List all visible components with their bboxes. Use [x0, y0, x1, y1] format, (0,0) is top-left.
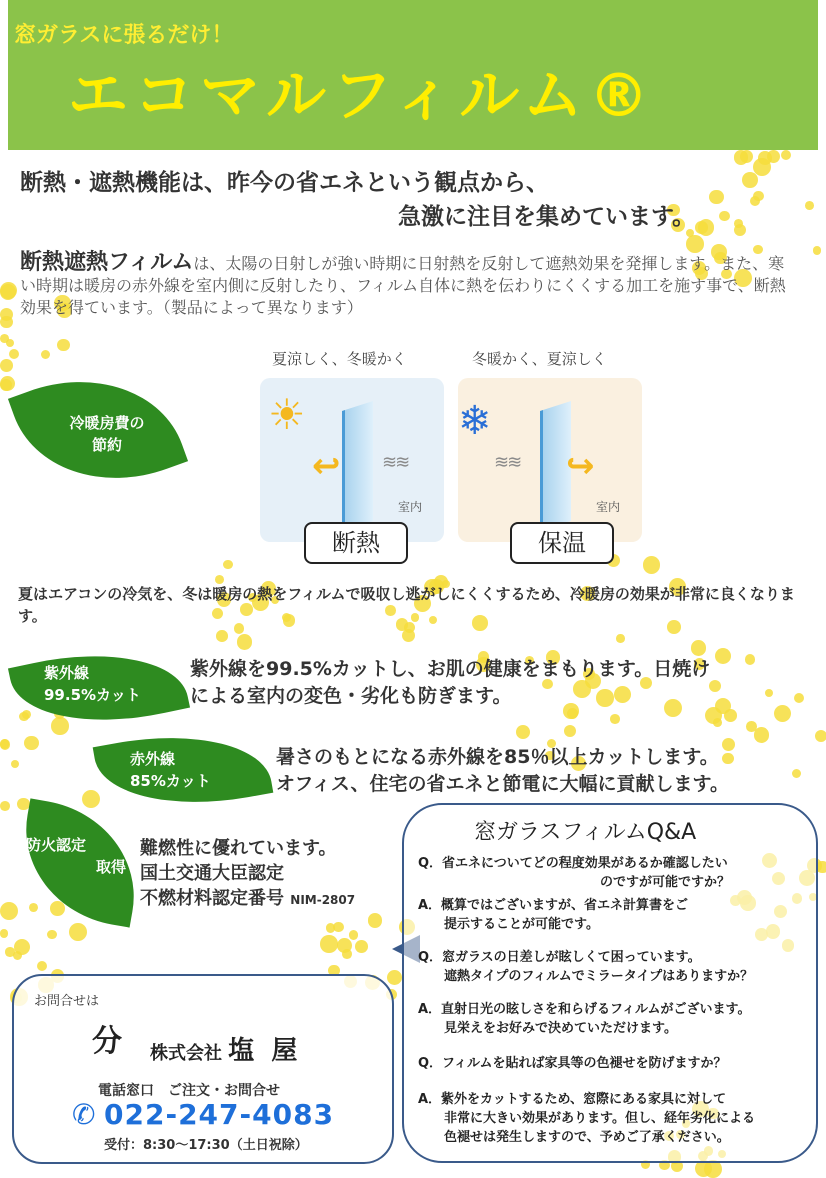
leaf-main-line2: 節約 [91, 436, 122, 454]
leaf-fire-line1: 防火認定 [26, 836, 87, 854]
mimosa-flower [51, 717, 68, 734]
mimosa-flower [0, 359, 13, 372]
feature-uv-text [190, 656, 710, 710]
mimosa-flower [0, 284, 16, 300]
feature-uv-line1: 紫外線を99.5%カットし、お肌の健康をまもります。日焼け [190, 658, 711, 680]
mimosa-flower [774, 705, 791, 722]
mimosa-flower [9, 349, 19, 359]
reflect-arrow-right-icon: ↪ [566, 446, 595, 486]
company-name [150, 1030, 301, 1067]
mimosa-flower [691, 640, 707, 656]
mimosa-flower [0, 902, 18, 920]
phone-caption: 電話窓口 ご注文・お問合せ [98, 1083, 280, 1099]
mimosa-flower [742, 172, 758, 188]
mimosa-flower [29, 903, 38, 912]
summary-text: 夏はエアコンの冷気を、冬は暖房の熱をフィルムで吸収し逃がしにくくするため、冷暖房の効果が非常に良くなります。 [18, 585, 795, 625]
mimosa-flower [223, 560, 232, 569]
mimosa-flower [342, 949, 352, 959]
diagram-right-label: 保温 [510, 522, 614, 564]
phone-icon: ✆ [72, 1098, 96, 1131]
mimosa-flower [734, 219, 743, 228]
mimosa-flower [610, 714, 620, 724]
leaf-uv-text [44, 662, 141, 706]
leaf-main-line1: 冷暖房費の [69, 414, 145, 432]
mimosa-flower [616, 634, 625, 643]
mimosa-flower [355, 940, 368, 953]
mimosa-flower [715, 648, 731, 664]
mimosa-flower [0, 334, 9, 343]
intro-paragraph [20, 252, 800, 319]
mimosa-flower [216, 630, 228, 642]
mimosa-flower [813, 246, 822, 255]
mimosa-flower [805, 201, 814, 210]
feature-uv-line2: による室内の変色・劣化も防ぎます。 [190, 685, 512, 707]
mimosa-flower [237, 634, 252, 649]
mimosa-flower [37, 961, 47, 971]
intro-lead: 断熱遮熱フィルム [20, 250, 194, 275]
mimosa-flower [326, 923, 336, 933]
diagram-left-label: 断熱 [304, 522, 408, 564]
mimosa-flower [753, 158, 771, 176]
contact-label: お問合せは [34, 994, 100, 1009]
mimosa-flower [750, 196, 760, 206]
mimosa-flower [695, 221, 708, 234]
mimosa-flower [41, 350, 51, 360]
qa-item-3: Q．窓ガラスの日差しが眩しくて困っています。 遮熱タイプのフィルムでミラータイプはありますか？ [418, 950, 754, 984]
mimosa-flower [69, 923, 87, 941]
tagline: 窓ガラスに張るだけ！ [14, 23, 234, 48]
leaf-ir-line1: 赤外線 [130, 750, 176, 768]
leaf-uv-line2: 99.5%カット [44, 686, 141, 704]
feature-fire-line3: 不燃材料認定番号 [140, 888, 284, 909]
feature-fire-text [140, 836, 355, 913]
mimosa-flower [57, 339, 70, 352]
heat-waves-right-icon: ≋≋ [494, 452, 521, 473]
leaf-main-text [52, 412, 162, 456]
leaf-fire-text [26, 834, 126, 878]
mimosa-flower [686, 235, 704, 253]
glass-pane-left [342, 401, 373, 531]
headline [20, 166, 695, 234]
phone-number[interactable]: 022-247-4083 [104, 1098, 335, 1131]
mimosa-flower [792, 769, 801, 778]
mimosa-flower [0, 316, 13, 329]
mimosa-flower [11, 760, 20, 769]
qa-item-1: Q．省エネについてどの程度効果があるか確認したい のですが可能ですか？ [418, 856, 731, 890]
sun-icon: ☀ [268, 390, 306, 439]
feature-ir-line1: 暑さのもとになる赤外線を85％以上カットします。 [276, 746, 719, 768]
qa-title: 窓ガラスフィルムQ&A [474, 820, 697, 845]
qa-item-4: A．直射日光の眩しさを和らげるフィルムがございます。 見栄えをお好みで決めていただけます。 [418, 1002, 751, 1036]
feature-fire-line1: 難燃性に優れています。 [140, 838, 337, 859]
mimosa-flower [349, 930, 358, 939]
mimosa-flower [516, 725, 530, 739]
mimosa-flower [0, 801, 10, 811]
mimosa-flower [24, 736, 38, 750]
business-hours: 受付：8:30〜17:30（土日祝除） [104, 1138, 308, 1153]
mimosa-flower [765, 689, 773, 697]
mimosa-flower [781, 150, 791, 160]
diagram-left-indoor: 室内 [398, 500, 423, 514]
mimosa-flower [815, 730, 826, 742]
diagram-left-caption: 夏涼しく、冬暖かく [272, 350, 407, 368]
mimosa-flower [745, 654, 755, 664]
feature-fire-code: NIM-2807 [290, 893, 356, 907]
company-prefix: 株式会社 [150, 1043, 222, 1064]
feature-ir-line2: オフィス、住宅の省エネと節電に大幅に貢献します。 [276, 773, 729, 795]
heat-waves-left-icon: ≋≋ [382, 452, 409, 473]
mimosa-flower [50, 901, 65, 916]
mimosa-flower [754, 727, 769, 742]
leaf-fire-line2: 取得 [95, 858, 126, 876]
leaf-ir-line2: 85%カット [130, 772, 211, 790]
reflect-arrow-left-icon: ↩ [312, 446, 341, 486]
mimosa-flower [0, 929, 8, 937]
mimosa-flower [82, 790, 100, 808]
leaf-uv-line1: 紫外線 [44, 664, 90, 682]
mimosa-flower [47, 930, 57, 940]
headline-line1: 断熱・遮熱機能は、昨今の省エネという観点から、 [20, 170, 549, 196]
headline-line2: 急激に注目を集めています。 [398, 204, 696, 230]
diagram-right-indoor: 室内 [596, 500, 621, 514]
mimosa-flower [320, 935, 337, 952]
qa-item-6: A．紫外をカットするため、窓際にある家具に対して 非常に大きい効果があります。但し、経年劣化による 色褪せは発生しますので、予めご了承ください。 [418, 1092, 755, 1145]
mimosa-flower [794, 693, 804, 703]
feature-ir-text [276, 744, 729, 798]
diagram-right-caption: 冬暖かく、夏涼しく [472, 350, 607, 368]
mimosa-flower [19, 712, 28, 721]
mimosa-flower [719, 211, 729, 221]
mimosa-flower [643, 556, 661, 574]
leaf-ir-text [130, 748, 211, 792]
mimosa-flower [402, 629, 416, 643]
mimosa-flower [740, 150, 753, 163]
mimosa-flower [709, 190, 724, 205]
company-main-name: 塩 屋 [228, 1036, 302, 1066]
qa-item-5: Q．フィルムを貼れば家具等の色褪せを防げますか？ [418, 1056, 727, 1071]
mimosa-flower [709, 680, 721, 692]
company-logo: 分 [92, 1024, 122, 1059]
mimosa-flower [387, 970, 403, 986]
mimosa-flower [14, 939, 30, 955]
mimosa-flower [564, 725, 576, 737]
qa-item-2: A．概算ではございますが、省エネ計算書をご 提示することが可能です。 [418, 898, 689, 932]
feature-fire-line2: 国土交通大臣認定 [140, 863, 284, 884]
mimosa-flower [368, 913, 383, 928]
page-title: エコマルフィルム® [68, 61, 655, 131]
intro-body: は、太陽の日射しが強い時期に日射熱を反射して遮熱効果を発揮します。また、寒い時期は暖房の赤外線を室内側に反射したり、フィルム自体に熱を伝わりにくくする加工を施す事で、断熱効果を得ています。（製品によって異なります） [20, 254, 786, 317]
snowflake-icon: ❄ [458, 398, 492, 444]
